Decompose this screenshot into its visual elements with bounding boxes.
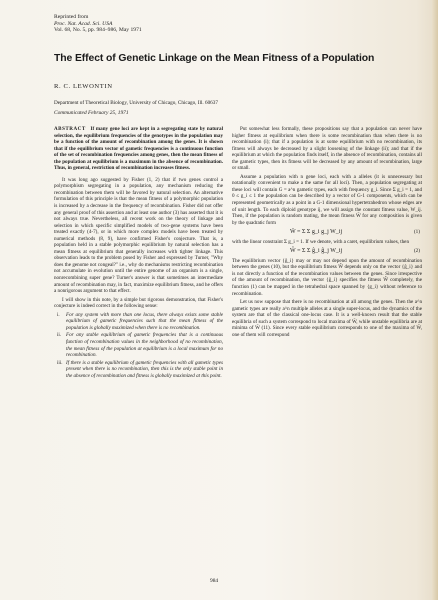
reprint-line-1: Reprinted from (54, 14, 89, 20)
author-affiliation: Department of Theoretical Biology, University of Chicago, Chicago, Ill. 60637 (54, 100, 218, 106)
propositions-list (54, 312, 223, 379)
list-item-number: ii. (57, 332, 62, 339)
list-item (54, 360, 223, 380)
body-paragraph-4: Assume a population with n gene loci, each with a alleles (it is unnecessary but notationally convenient to make a the same for all loci). Then, a population segregating at these loci will contain G = a^n gametic types, each with frequency g_i. Since Σ g_i = 1, and 0 ≤ g_i ≤ 1 the population can be described by a vector of G-1 components, which can be represented geometrically as a point in a G-1 dimensional hypertetrahedron whose edges are of unit length. To each diploid genotype ij, we will assign the constant fitness value, W_ij. Then, if the population is random mating, the mean fitness W̄ for any composition is given by the quadratic form (232, 173, 422, 226)
list-item-text: For any system with more than one locus, there always exists some stable equilibrium of gametic frequencies such that the mean fitness of the population is globally maximized when there is no recombination. (66, 311, 223, 331)
article-title: The Effect of Genetic Linkage on the Mean Fitness of a Population (54, 53, 375, 64)
left-column (54, 126, 223, 380)
list-item-text: For any stable equilibrium of gametic frequencies that is a continuous function of recombination values in the neighborhood of no recombination, the mean fitness of the population at equilibrium is a local maximum for no recombination. (66, 332, 223, 359)
list-item-text: If there is a stable equilibrium of gametic frequencies with all gametic types present when there is no recombination, then this is the only stable point in the absence of recombination and fitness is globally maximized at this point. (66, 359, 223, 379)
author-name: R. C. LEWONTIN (54, 83, 113, 90)
list-item (54, 332, 223, 358)
equation-2 (232, 248, 422, 255)
equation-1-number: (1) (413, 229, 420, 236)
abstract-label: ABSTRACT (54, 126, 86, 132)
body-paragraph-3: Put somewhat less formally, these propositions say that a population can never have higher fitness at equilibrium when there is some recombination than when there is no recombination (i); that if a population is at some equilibrium with no recombination, its fitness will always be decreased by a slight loosening of the linkage (ii); and that if the equilibrium at which the population finds itself, in the absence of recombination, contains all the gametic types, then its fitness will be decreased by any amount of recombination, large or small. (232, 126, 422, 172)
list-item-number: iii. (57, 359, 63, 366)
body-paragraph-6: The equilibrium vector {ĝ_i} may or may not depend upon the amount of recombination between the genes (10), but the equilibrium fitness Ŵ depends only on the vector {ĝ_i} and is not directly a function of the recombination values between the genes. Since irrespective of the amount of recombination, the vector {ĝ_i} specifies the fitness Ŵ completely, the function (1) can be mapped in the tetrahedral space spanned by {g_i} without reference to recombination. (232, 257, 422, 297)
right-column (232, 126, 422, 340)
list-item (54, 312, 223, 332)
body-paragraph-5: with the linear constraint Σ g_i = 1. If we denote, with a caret, equilibrium values, then (232, 238, 409, 245)
body-paragraph-1: It was long ago suggested by Fisher (1, 2) that if two genes control a polymorphism segregating in a population, any mechanism reducing the recombination between them will be favored by natural selection. An alternative formulation of this principle is that the mean fitness of a polymorphic population is increased by a decrease in the frequency of recombination. Fisher did not offer any general proof of this assertion and at least one author (3) has asserted that it is not always true. Nevertheless, all recent work on the theory of linkage and selection in which specific simplified models of two-gene systems have been treated exactly (4-7), or in which more complex models have been treated by numerical methods (8, 9), have confirmed Fisher's conjecture. That is, a population held in a stable polymorphic equilibrium by natural selection has a mean fitness at equilibrium that generally increases with tighter linkage. This observation leads to the problem posed by Fisher and expressed by Turner, "Why does the genome not congeal?" i.e., why do mechanisms restricting recombination not accumulate in evolution until the entire genome of an organism is a single, nonrecombining super gene? Turner's answer is that sometimes an intermediate amount of recombination may, in fact, maximize equilibrium fitness, and he offers a nonrigorous argument to that effect. (54, 176, 223, 295)
equation-1-formula: W̄ = Σ Σ g_i g_j W_ij (290, 229, 343, 236)
communicated-date: Communicated February 25, 1971 (54, 110, 129, 116)
equation-1 (232, 229, 422, 236)
body-paragraph-2: I will show in this note, by a simple but rigorous demonstration, that Fisher's conjecture is indeed correct in the following sense: (54, 296, 223, 310)
equation-2-number: (2) (413, 248, 420, 255)
reprint-line-2: Proc. Nat. Acad. Sci. USA (54, 20, 113, 27)
page-number: 984 (210, 578, 219, 584)
equation-2-formula: Ŵ = Σ Σ ĝ_i ĝ_j W_ij (290, 248, 343, 255)
list-item-number: i. (57, 311, 60, 318)
page-edge-shadow (432, 0, 438, 600)
reprint-notice (54, 14, 142, 34)
reprint-line-3: Vol. 68, No. 5, pp. 984–986, May 1971 (54, 27, 142, 34)
abstract (54, 126, 223, 172)
abstract-text: If many gene loci are kept in a segregating state by natural selection, the equilibrium frequencies of the genotypes in the population may be a function of the amount of recombination among the genes. It is shown that if the equilibrium vector of gametic frequencies is a continuous function of the set of recombination frequencies among genes, then the mean fitness of the population at equilibrium is a maximum in the absence of recombination. Thus, in general, restriction of recombination increases fitness. (54, 126, 223, 172)
body-paragraph-7: Let us now suppose that there is no recombination at all among the genes. Then the a^n gametic types are really a^n multiple alleles at a single super-locus, and the dynamics of the system are that of the classical one-locus case. It is a well-known result that the stable equilibria of such a system correspond to local maxima of W̄, while unstable equilibria are at minima of W̄ (11). Since every stable equilibrium corresponds to one of the maxima of W̄, one of them will correspond (232, 299, 422, 338)
